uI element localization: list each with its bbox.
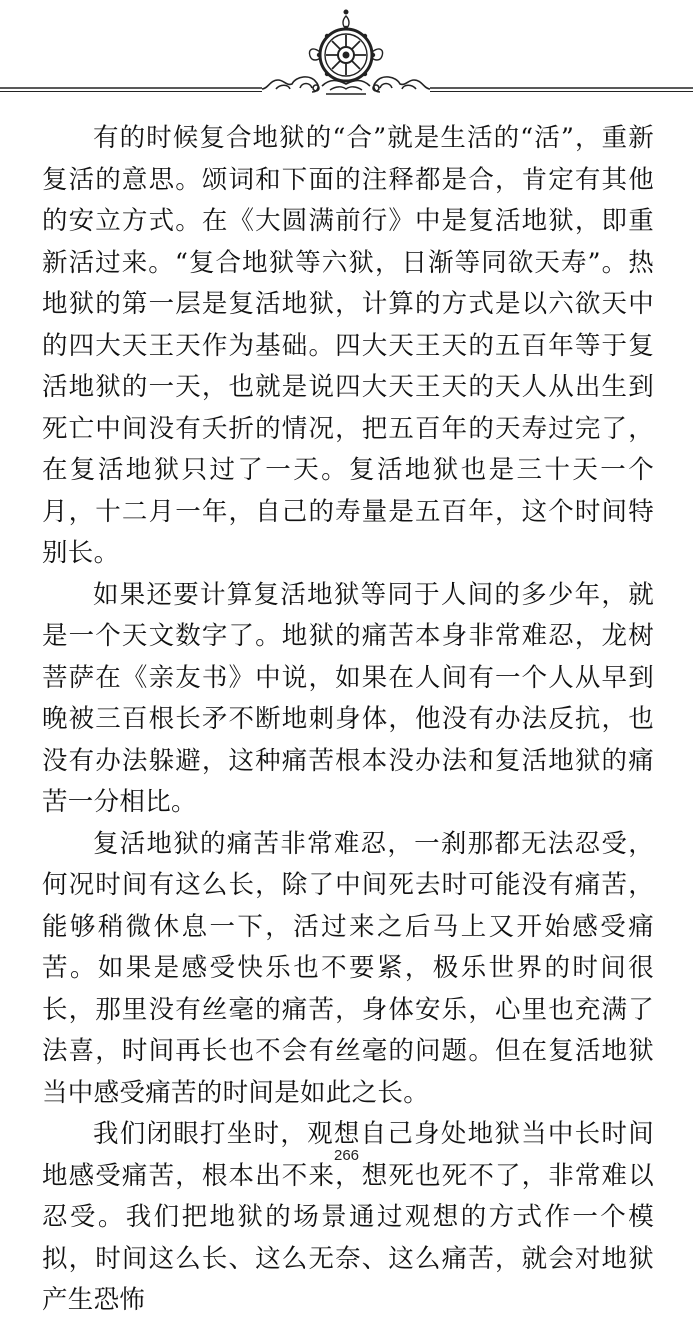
paragraph: 有的时候复合地狱的“合”就是生活的“活”，重新复活的意思。颂词和下面的注释都是合，肯定有其他的安立方式。在《大圆满前行》中是复活地狱，即重新活过来。“复合地狱等六狱，日渐等同欲天寿”。热地狱的第一层是复活地狱，计算的方式是以六欲天中的四大天王天作为基础。四大天王天的五百年等于复活地狱的一天，也就是说四大天王天的天人从出生到死亡中间没有夭折的情况，把五百年的天寿过完了，在复活地狱只过了一天。复活地狱也是三十天一个月，十二月一年，自己的寿量是五百年，这个时间特别长。 [42,123,654,568]
page-header-ornament [0,0,693,110]
paragraph: 我们闭眼打坐时，观想自己身处地狱当中长时间地感受痛苦，根本出不来，想死也死不了，非常难以忍受。我们把地狱的场景通过观想的方式作一个模拟，时间这么长、这么无奈、这么痛苦，就会对地狱产生恐怖 [42,1119,654,1315]
dharma-wheel-icon [309,10,382,94]
left-cloud-icon [262,77,319,92]
body-text [42,118,654,1322]
paragraph: 如果还要计算复活地狱等同于人间的多少年，就是一个天文数字了。地狱的痛苦本身非常难忍，龙树菩萨在《亲友书》中说，如果在人间有一个人从早到晚被三百根长矛不断地刺身体，他没有办法反抗，也没有办法躲避，这种痛苦根本没办法和复活地狱的痛苦一分相比。 [42,579,654,817]
header-ornament-graphic [0,0,693,110]
right-cloud-icon [373,77,430,92]
page-number: 266 [333,1147,360,1164]
paragraph: 复活地狱的痛苦非常难忍，一刹那都无法忍受，何况时间有这么长，除了中间死去时可能没有痛苦，能够稍微休息一下，活过来之后马上又开始感受痛苦。如果是感受快乐也不要紧，极乐世界的时间很长，那里没有丝毫的痛苦，身体安乐，心里也充满了法喜，时间再长也不会有丝毫的问题。但在复活地狱当中感受痛苦的时间是如此之长。 [42,828,654,1108]
